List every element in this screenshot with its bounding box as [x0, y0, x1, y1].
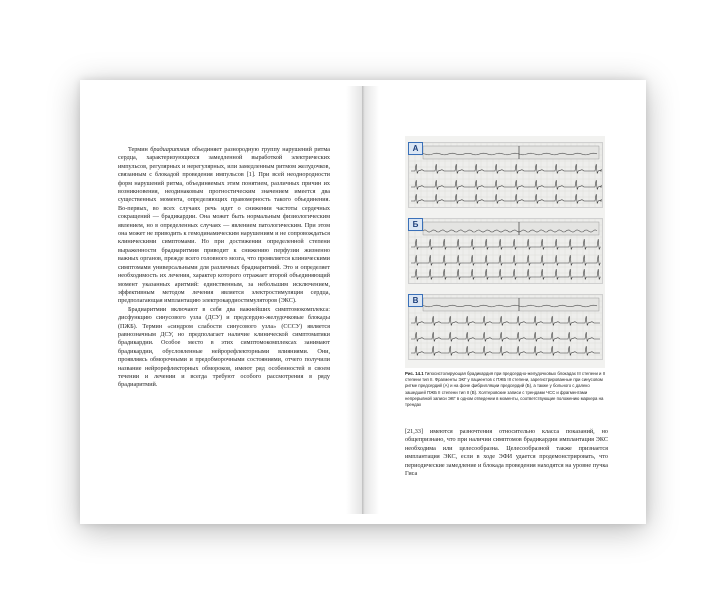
panel-label-c: В [408, 294, 423, 307]
paragraph-1 [118, 146, 330, 306]
ecg-panel-a-graphic [409, 143, 602, 207]
book-gutter-shadow-right [365, 86, 379, 514]
term-bradyarrhythmia: брадиаритмия [150, 146, 190, 153]
ecg-panel-b [408, 218, 603, 284]
right-page [365, 86, 640, 514]
ecg-figure [405, 136, 605, 368]
left-page-text [118, 146, 330, 390]
left-page [86, 86, 362, 514]
figure-caption-text: Гипосистолирующая брадикардия при предсердно-желудочковых блокадах III степени и II степени тип II. Фрагменты ЭКГ у пациентов с ПЖБ III степени, зарегистрированные при синусовом ритме предсердий (А) и на фоне фибрилляции предсердий (Б), а также у больного с далеко зашедшей ПЖБ II степени тип II (В). Холтеровские записи с трендами ЧСС и фрагментами непрерывной записи ЭКГ в одном отведении в моменты, соответствующие положению маркера на трендах [405, 371, 606, 408]
ecg-panel-c [408, 294, 603, 360]
paragraph-1-body: объединяет разнородную группу нарушений ритма сердца, характеризующихся замедленной выработкой электрических импульсов, регулярных и нерегулярных, или замедленным ритмом желудочков, связанным с блокадой проведения импульсов [1]. При всей неоднородности форм нарушений ритма, объединяемых этим понятием, различных причин их возникновения, неодинаковым прогностическим значением имеется два существенных момента, определяющих правомерность такого объединения. Во-первых, во всех случаях речь идет о снижении частоты сердечных сокращений — брадикардии. Она может быть нормальным физиологическим явлением, но в определенных случаях — явлением патологическим. При этом она может не приводить к гемодинамическим нарушениям и не сопровождаться клиническими симптомами. Но при достижении определенной степени выраженности брадиаритмия приводит к снижению перфузии жизненно важных органов, прежде всего головного мозга, что проявляется клиническими симптомами универсальными для различных брадиаритмий. Это и определяет необходимость их лечения, характер которого отражает второй объединяющий момент указанных аритмий: единственным, за небольшим исключением, эффективным методом лечения является электростимуляция сердца, предполагающая имплантацию электрокардиостимуляторов (ЭКС). [118, 146, 331, 305]
right-page-text [405, 428, 608, 478]
right-paragraph: [21,33] имеются разночтения относительно класса показаний, но общепризнано, что при наличии симптомов брадикардии имплантация ЭКС необходима или целесообразна. Целесообразной также признается имплантация ЭКС, если в ходе ЭФИ удается продемонстрировать, что периодические замедление и блокада проведения находятся на уровне пучка Гиса [405, 428, 608, 478]
figure-caption [405, 371, 609, 408]
panel-label-a: А [408, 142, 423, 155]
book-spine [362, 86, 365, 514]
paragraph-2-body: Брадиаритмии включают в себя два важнейших симптомокомплекса: дисфункцию синусового узла (ДСУ) и предсердно-желудочковые блокады (ПЖБ). Термин «синдром слабости синусового узла» (СССУ) является равнозначным ДСУ, но предполагает наличие клинической симптоматики брадикардии. Особое место в этих симптомокомплексах занимают брадикардии, обусловленные нейрорефлекторными влияниями. Они, проявляясь обморочными и предобморочными состояниями, отчего получили название нейрорефлекторных обмороков, имеют ряд особенностей в своем течении и лечении и всегда требуют особого рассмотрения в ряду брадиаритмий. [118, 305, 330, 389]
paragraph-1-lead: Термин [128, 146, 151, 153]
ecg-panel-b-graphic [409, 219, 602, 283]
book-gutter-shadow-left [346, 86, 362, 514]
paragraph-2 [118, 306, 330, 390]
figure-caption-label: Рис. 14.1 [405, 371, 424, 376]
ecg-panel-c-graphic [409, 295, 602, 359]
ecg-panel-a [408, 142, 603, 208]
panel-label-b: Б [408, 218, 423, 231]
